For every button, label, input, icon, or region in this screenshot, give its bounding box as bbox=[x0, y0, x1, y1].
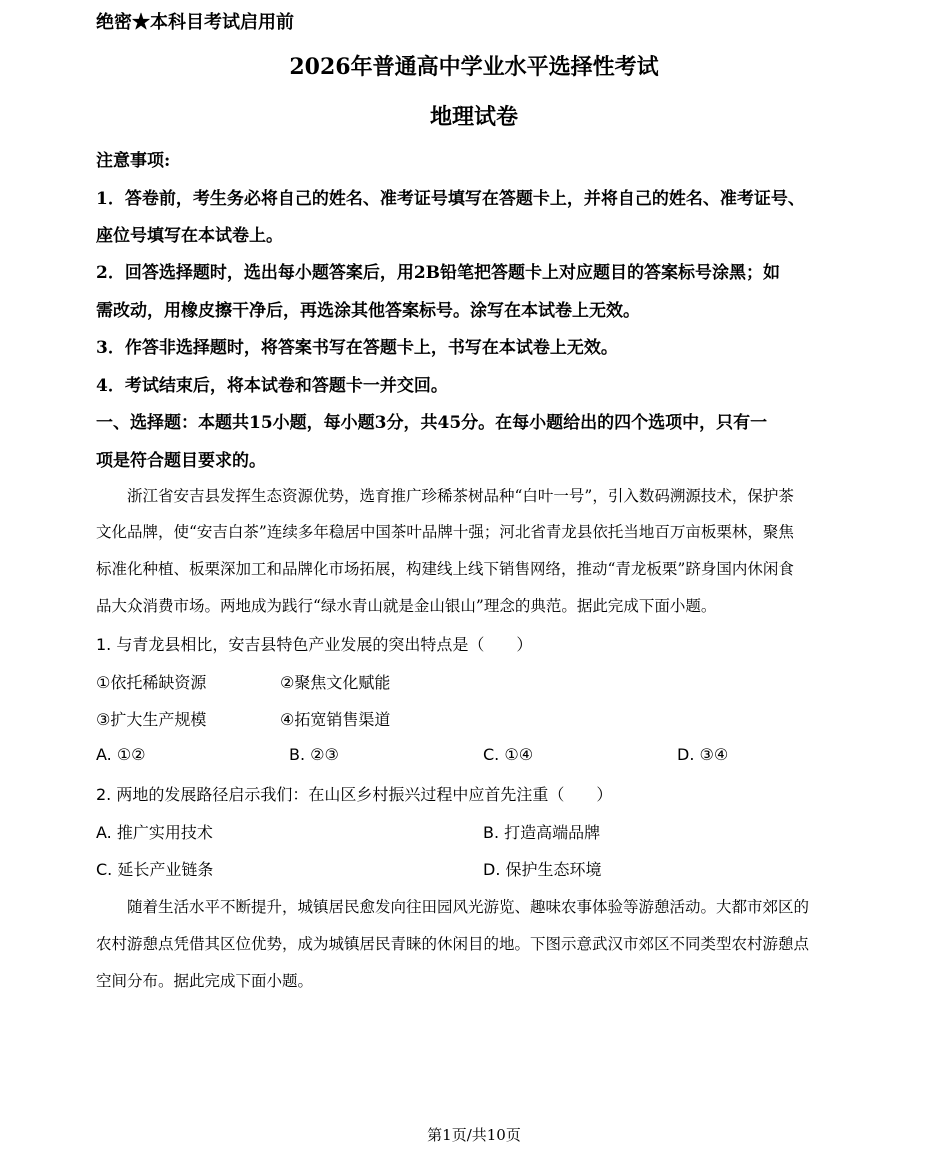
passage1-line: 标准化种植、板栗深加工和品牌化市场拓展，构建线上线下销售网络，推动“青龙板栗”跻身国内休闲食 bbox=[96, 560, 794, 578]
notice-line: 2．回答选择题时，选出每小题答案后，用2B铅笔把答题卡上对应题目的答案标号涂黑；如 bbox=[96, 263, 781, 283]
notice-line: 4．考试结束后，将本试卷和答题卡一并交回。 bbox=[96, 376, 448, 396]
passage2-line: 空间分布。据此完成下面小题。 bbox=[96, 972, 314, 990]
exam-subject: 地理试卷 bbox=[429, 104, 518, 130]
passage2-line: 农村游憩点凭借其区位优势，成为城镇居民青睐的休闲目的地。下图示意武汉市郊区不同类型农村游憩点 bbox=[96, 935, 810, 953]
q2-option-c: C. 延长产业链条 bbox=[96, 860, 214, 879]
passage2-line: 随着生活水平不断提升，城镇居民愈发向往田园风光游览、趣味农事体验等游憩活动。大都市郊区的 bbox=[96, 898, 810, 916]
q1-option-c: C. ①④ bbox=[483, 745, 534, 764]
question-1-stem: 1. 与青龙县相比，安吉县特色产业发展的突出特点是（ ） bbox=[96, 635, 533, 654]
section-heading-cont: 项是符合题目要求的。 bbox=[96, 451, 266, 471]
passage1-line: 品大众消费市场。两地成为践行“绿水青山就是金山银山”理念的典范。据此完成下面小题。 bbox=[96, 597, 717, 615]
question-2-stem: 2. 两地的发展路径启示我们：在山区乡村振兴过程中应首先注重（ ） bbox=[96, 785, 613, 804]
notice-heading: 注意事项: bbox=[96, 151, 171, 171]
q1-option-a: A. ①② bbox=[96, 745, 146, 764]
q1-item: ②聚焦文化赋能 bbox=[280, 673, 391, 692]
q1-option-b: B. ②③ bbox=[289, 745, 339, 764]
notice-line: 1．答卷前，考生务必将自己的姓名、准考证号填写在答题卡上，并将自己的姓名、准考证号、 bbox=[96, 189, 805, 209]
notice-line: 3．作答非选择题时，将答案书写在答题卡上，书写在本试卷上无效。 bbox=[96, 338, 618, 358]
q1-option-d: D. ③④ bbox=[677, 745, 729, 764]
q2-option-b: B. 打造高端品牌 bbox=[483, 823, 601, 842]
q1-item: ④拓宽销售渠道 bbox=[280, 710, 391, 729]
q1-item: ①依托稀缺资源 bbox=[96, 673, 207, 692]
q2-option-d: D. 保护生态环境 bbox=[483, 860, 602, 879]
passage1-line: 文化品牌，使“安吉白茶”连续多年稳居中国茶叶品牌十强；河北省青龙县依托当地百万亩板栗林，聚焦 bbox=[96, 523, 794, 541]
notice-line: 需改动，用橡皮擦干净后，再选涂其他答案标号。涂写在本试卷上无效。 bbox=[96, 301, 640, 321]
exam-title: 2026年普通高中学业水平选择性考试 bbox=[289, 54, 659, 80]
page-number: 第1页/共10页 bbox=[427, 1126, 521, 1144]
passage1-line: 浙江省安吉县发挥生态资源优势，选育推广珍稀茶树品种“白叶一号”，引入数码溯源技术，保护茶 bbox=[96, 487, 794, 505]
notice-line: 座位号填写在本试卷上。 bbox=[96, 226, 283, 246]
section-heading: 一、选择题：本题共15小题，每小题3分，共45分。在每小题给出的四个选项中，只有一 bbox=[96, 413, 768, 433]
q1-item: ③扩大生产规模 bbox=[96, 710, 207, 729]
q2-option-a: A. 推广实用技术 bbox=[96, 823, 213, 842]
confidential-label: 绝密★本科目考试启用前 bbox=[96, 12, 294, 33]
